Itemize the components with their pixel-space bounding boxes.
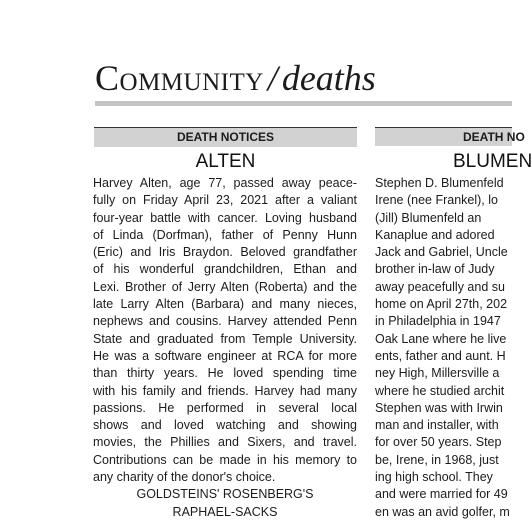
text-line: any charity of the donor's choice. xyxy=(93,470,276,485)
obituary-name-alten: ALTEN xyxy=(195,151,256,172)
text-line: and were married for 49 xyxy=(375,487,508,502)
text-line: movies, the Phillies and Sixers, and travel. xyxy=(93,435,357,450)
section-rule xyxy=(95,101,512,106)
text-line: than thirty years. He loved spending time xyxy=(93,366,357,381)
text-line: Stephen D. Blumenfeld xyxy=(375,176,504,190)
text-line: en was an avid golfer, m xyxy=(375,504,510,519)
text-line: in Philadelphia in 1947 xyxy=(375,314,501,329)
obituary-name-blumenfeld: BLUMEN xyxy=(453,151,532,172)
column-header-left: DEATH NOTICES xyxy=(94,127,357,147)
text-line: man and installer, with xyxy=(375,418,499,433)
text-line: away peacefully and su xyxy=(375,279,505,294)
text-line: be, Irene, in 1968, just xyxy=(375,452,499,467)
section-separator: / xyxy=(267,58,278,98)
section-subtitle: deaths xyxy=(281,58,376,98)
obituary-text-alten xyxy=(93,175,357,519)
text-line: with his family and friends. Harvey had many xyxy=(93,383,357,398)
text-line: where he studied archit xyxy=(375,383,505,398)
text-line: four-year battle with cancer. Loving husband xyxy=(93,210,357,225)
text-line: ing high school. They xyxy=(375,470,493,485)
text-line: of Linda (Dorfman), father of Penny Hunn xyxy=(93,227,357,242)
text-line: nephews and cousins. Harvey attended Penn xyxy=(93,314,357,329)
text-line: Oak Lane where he live xyxy=(375,331,507,346)
text-line: passions. He performed in several local xyxy=(93,400,357,415)
text-line: of his wonderful grandchildren, Ethan and xyxy=(93,262,357,277)
section-name: Community xyxy=(95,58,264,98)
text-line: late Larry Alten (Barbara) and many nieces, xyxy=(93,297,357,312)
text-line: shows and loved watching and showing xyxy=(93,418,357,433)
text-line: home on April 27th, 202 xyxy=(375,297,508,312)
text-line: Lexi. Brother of Jerry Alten (Roberta) and the xyxy=(93,279,357,294)
text-line: Harvey Alten, age 77, passed away peace- xyxy=(93,176,357,190)
text-line: fully on Friday April 23, 2021 after a valiant xyxy=(93,193,357,208)
text-line: He was a software engineer at RCA for more xyxy=(93,348,357,363)
funeral-home-credit: GOLDSTEINS' ROSENBERG'S xyxy=(136,487,314,502)
text-line: Stephen was with Irwin xyxy=(375,400,503,415)
text-line: Contributions can be made in his memory to xyxy=(93,452,357,467)
section-heading xyxy=(95,58,376,98)
text-line: Irene (nee Frankel), lo xyxy=(375,193,498,208)
text-line: Kanaplue and adored xyxy=(375,227,495,242)
funeral-home-credit: RAPHAEL-SACKS xyxy=(172,504,278,519)
text-line: (Eric) and Iris Braydon. Beloved grandfather xyxy=(93,245,357,260)
column-header-right: DEATH NO xyxy=(375,127,512,146)
text-line: State and graduated from Temple University. xyxy=(93,331,357,346)
text-line: ents, father and aunt. H xyxy=(375,348,506,363)
text-line: (Jill) Blumenfeld an xyxy=(375,210,482,225)
text-line: brother in-law of Judy xyxy=(375,262,495,277)
text-line: Jack and Gabriel, Uncle xyxy=(375,245,508,260)
text-line: ney High, Millersville a xyxy=(375,366,500,381)
text-line: for over 50 years. Step xyxy=(375,435,502,450)
obituary-text-blumenfeld xyxy=(375,175,512,519)
